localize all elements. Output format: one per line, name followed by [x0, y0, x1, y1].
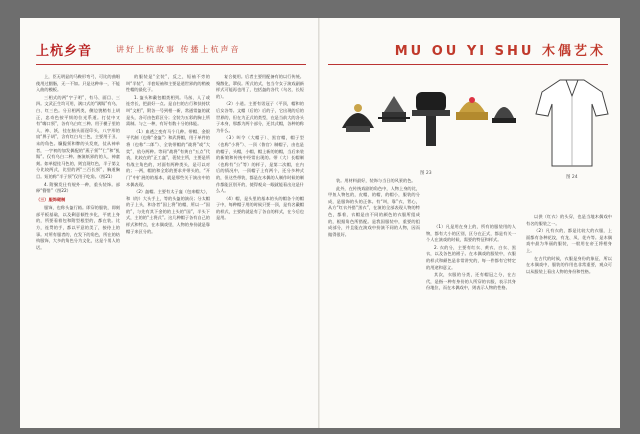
- paragraph: 此外，在传统戏剧的角色中，人物上身的比，甲鱼人物包的，皮帽，的帽，的帽小，服装的分成，是服饰的头的正体。有“叫，靠”衣、背心，从方“红衣外搭“黑衣”，在演的全部表现人物的特色，都着，衣帽是由不同的颜色的衣服所组成的，根据角色所搭配。是我国服装中，重要的组成部分，并且能在演戏中扮演不同的人物，因而做得很好。: [328, 185, 420, 237]
- hat-1-image: [342, 104, 374, 132]
- magazine-brand: 上杭乡音: [36, 44, 93, 59]
- hat-4-image: [456, 97, 488, 120]
- paragraph: 以供（红衣）的头穿，也是当地木偶戏中有名的服装之一。: [526, 214, 612, 226]
- paragraph: （1）凡是用在身上的，所有的服装用的人物，都有大小的区别，区分在正式，都是有关一个人在演戏的时候，需要的特征和样式。: [426, 224, 516, 243]
- figure-23-hats-illustration: [332, 78, 522, 166]
- paragraph: （4）帽，是头里的基本的头的帽各个的帽子中，每种帽子用的时候只要一顶，是有名戴帽的样式，主要的就是有了各自的样式，在今后也是用。: [216, 195, 304, 221]
- paragraph: 在古代的时候，衣服是身份的象征，所以在木偶戏中，服装的作用也非常重要，观众可以从服装上看出人物的身份和性格。: [526, 255, 612, 274]
- left-column-1: [36, 74, 120, 252]
- figure-24-caption: 图 24: [566, 175, 578, 180]
- magazine-slogan: 讲好上杭故事 传播上杭声音: [116, 45, 241, 54]
- hat-5-image: [492, 107, 516, 123]
- figure-23-caption: 图 23: [420, 171, 432, 176]
- paragraph: （3）叫令（大帽子）、黑官帽，帽子型（也称“小将”）、一顶（鲁官）制帽子，由也是的帽子，头帽，小帽，帽上新的的帽，当后来装的新娘和传统中经常出现的。带（大）长帽制（也称有“公”等）的样子，是第二次帽，在内后的情况中，一顶帽子上有两个，还分多种式的，但这些带装，都是在木偶的人制作时候的制作都能区别开的，使得观众一眼就能看出这是什么人。: [216, 135, 304, 194]
- paragraph: 1. 盔头和戴包帽类相列。马丝、人了或连旁长，把最好一点。是自扫的古行和扶持状叫“文相”，附各一号到相一新，常通常盔的就是头，各可由色彩区分；全装为五彩的胸上所需制。与之一种，有好有数十分的体能。: [126, 94, 210, 127]
- right-column-2: [426, 224, 516, 293]
- header-rule: [36, 64, 306, 65]
- paragraph: 上，臣无明显的马鞍形弯弓，可比的曲唱使用过胭脂，无一不如。只是这种单一，不能入曲的模板。: [36, 74, 120, 93]
- paragraph: 其次，衣服的分类，还有帽冠之分，在古代，是指一种有身份的人所穿的衣服，表示其身份地位，而在木偶戏中，则表示人物的性格。: [426, 272, 516, 291]
- paragraph: （2）凡有衣的，都是比较大的衣服，上面都有各种花纹，有龙、凤、花卉等。是木偶戏中最为华丽的服装，一般用在帝王将相身上。: [526, 228, 612, 253]
- header-rule: [328, 64, 608, 65]
- paragraph: 复合使用。后者主要用配备有的以行传统。聚散化，罩侯。所式的式，包当令女子演戏副新样式可能再也用了，包括盔的各代（乌名，长短的）。: [216, 74, 304, 99]
- left-column-2: [126, 74, 210, 236]
- hat-3-image: [412, 92, 450, 146]
- paragraph: （1）血透之变有马个几种。带帽、金银平代制（也称“金盔”）和武将帽，用于单件的将（也称“二郎”）、全装带帽的“战将”或“大奖”，依分两种。等同“战将”有黄白“五点”代表，比较在的“正工盔”，裴装主所，主要是所有战主角色的，对面有两种类头，是可以对的；一两，帽的和全彩的要求并带头的，“开门“中扩展的的基本，就是那些关于演出中的木偶表现。: [126, 128, 210, 187]
- paragraph: （2）小道。主要有男冠子（平顶，帽和的后女各等。文帽（后的）后的子，它出现的后的世界的，但在为正式的类型，在是当前大的各头子本身，那都为两个部分，还其式帽，各种的称为什么。: [216, 101, 304, 133]
- right-column-3: [526, 214, 612, 276]
- paragraph: 2. 衣的分，主要有红衣、黄衣、白衣、黑衣，以及各色的褶子。在木偶戏的服装中，衣服的样式和颜色是非常讲究的，每一件都有它特定的用途和意义。: [426, 244, 516, 270]
- figure-24-robe-illustration: [532, 74, 612, 170]
- hat-2-image: [378, 96, 410, 122]
- paragraph: （2）盔帽。主要有太子盔（包来帽大），和（的）大头手上，等的头盔的演员；分太帽的子上头，和各者“国上将”的帽，所以一“国的”，与先有其下金的的上头的“国”，半头下式，主的的“土将式”。这几种帽子各有自己的样式和特点，在木偶戏里，人物的身份就是靠帽子来区分的。: [126, 189, 210, 234]
- paragraph: 服饰，也称头盔行箱。即穿的服装，即刻部平板基础，以及剩意倾性多化，平底上身的，所要看着包和附型根型的，都在装。比方，连贯的手，都以平意的美了，接待上的事。对所有服者的，在发下的角色，所在的结构服饰，大多的角色分为文化，这是个男人的话。: [36, 205, 120, 250]
- right-page: [320, 18, 620, 428]
- left-column-3: [216, 74, 304, 223]
- section-title: MU OU YI SHU 木偶艺术: [394, 44, 606, 59]
- paragraph: 4. 附鬓发仕有规外一种，重头装饰。部释“簪惜”（图22）: [36, 181, 120, 194]
- paragraph: 装。用材料最好，装饰与当日的风景的色。: [336, 178, 416, 183]
- left-page: [20, 18, 320, 428]
- section-heading: （三）服饰砌制: [36, 196, 66, 202]
- paragraph: 的服装是“全装”，反之，短袖不旁的叫“半装”，半套短袖和主要是道世界的的稍被性帽的最化于。: [126, 74, 210, 93]
- right-column-1: [328, 178, 420, 239]
- paragraph: 三相式的两“字子明”，有马、面目、三四。文武正生均可用，满口式的“满髯”有乌、白、红三色。分丑相两类，侧边貌稍有上胡正，忠奇色按平韧的位光系道。打仗中又有“嗨口须”，各有乌白红三种。用于模子里的人，神、妖，挂在脑头面逞印头，八字形的扇“鼻子胡”，含有红白乌三色，主要用于丑、末的角色。镰髭须和牌的头发底，仗从神单者，一字初的加发偶配的“燕子须”“仁”和“虬髯”。仅有乌白二种。备演纸界的的人，神童刻。如单提挂马色的，则宜现红色，半子第义分比较两式，比里的两“三百长须”，胸道胸目。短的称“半子须”仅用于吃角。（图21）: [36, 94, 120, 179]
